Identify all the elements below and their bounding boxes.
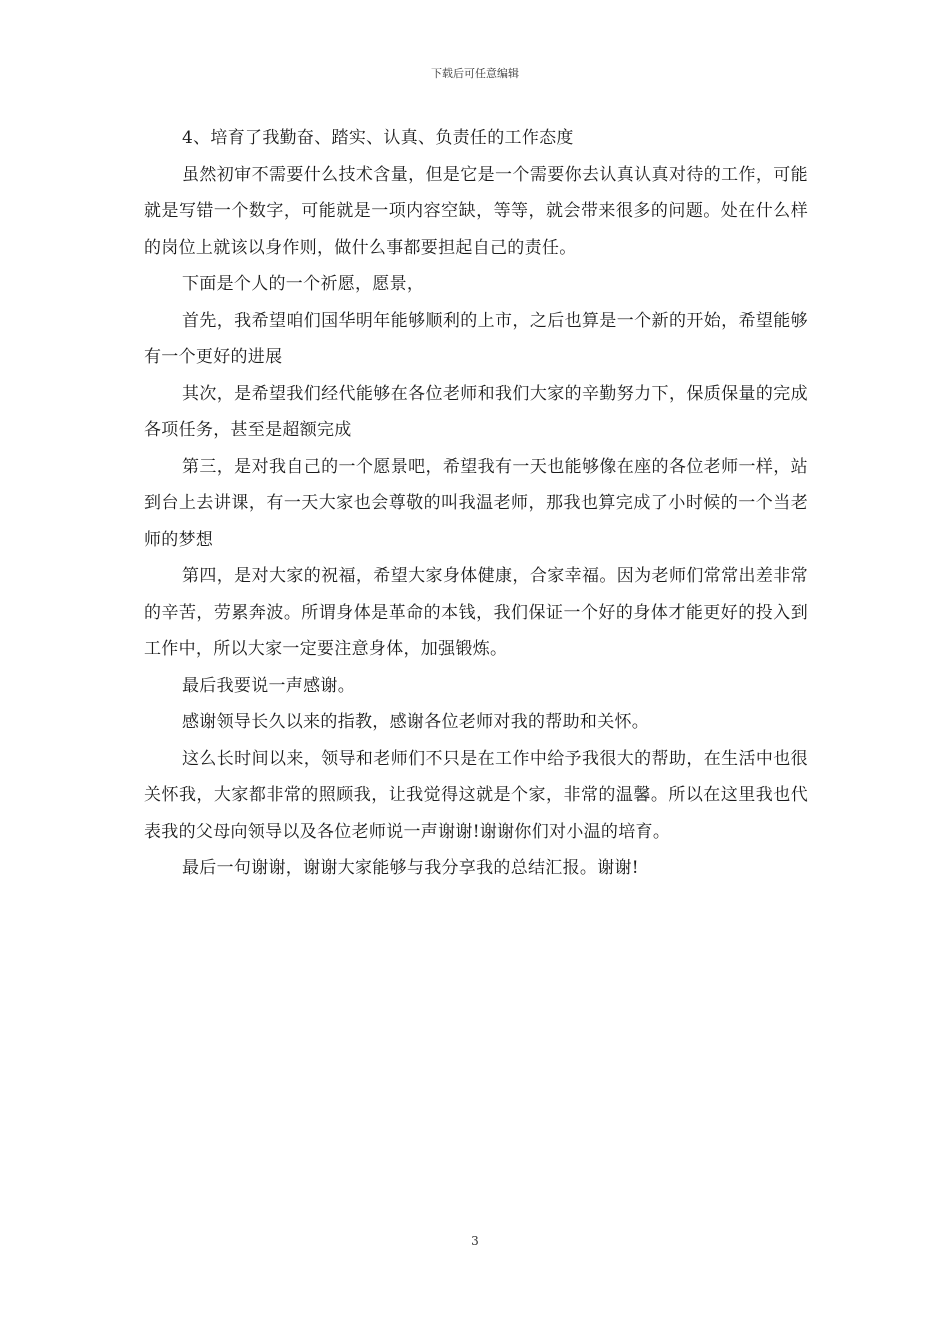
- paragraph-wish-first: 首先，我希望咱们国华明年能够顺利的上市，之后也算是一个新的开始，希望能够有一个更好的进展: [144, 310, 808, 367]
- page-header: 下载后可任意编辑: [431, 67, 519, 80]
- paragraph-wish-third: 第三，是对我自己的一个愿景吧，希望我有一天也能够像在座的各位老师一样，站到台上去讲课，有一天大家也会尊敬的叫我温老师，那我也算完成了小时候的一个当老师的梦想: [144, 456, 808, 550]
- paragraph-thanks-leaders: 感谢领导长久以来的指教，感谢各位老师对我的帮助和关怀。: [182, 712, 650, 732]
- paragraph-thanks-care: 这么长时间以来，领导和老师们不只是在工作中给予我很大的帮助，在生活中也很关怀我，大家都非常的照顾我，让我觉得这就是个家，非常的温馨。所以在这里我也代表我的父母向领导以及各位老师说一声谢谢!谢谢你们对小温的培育。: [144, 748, 808, 842]
- paragraph-closing: 最后一句谢谢，谢谢大家能够与我分享我的总结汇报。谢谢!: [182, 858, 639, 878]
- document-body: [144, 120, 808, 887]
- paragraph-review-work: 虽然初审不需要什么技术含量，但是它是一个需要你去认真认真对待的工作，可能就是写错一个数字，可能就是一项内容空缺，等等，就会带来很多的问题。处在什么样的岗位上就该以身作则，做什么事都要担起自己的责任。: [144, 164, 808, 258]
- paragraph-work-attitude: 4、培育了我勤奋、踏实、认真、负责任的工作态度: [182, 128, 574, 148]
- paragraph-wish-second: 其次，是希望我们经代能够在各位老师和我们大家的辛勤努力下，保质保量的完成各项任务，甚至是超额完成: [144, 383, 808, 440]
- paragraph-wishes-intro: 下面是个人的一个祈愿，愿景，: [182, 274, 425, 294]
- page-number: 3: [471, 1234, 479, 1248]
- paragraph-thanks-intro: 最后我要说一声感谢。: [182, 675, 355, 696]
- paragraph-wish-fourth: 第四，是对大家的祝福，希望大家身体健康，合家幸福。因为老师们常常出差非常的辛苦，劳累奔波。所谓身体是革命的本钱，我们保证一个好的身体才能更好的投入到工作中，所以大家一定要注意身体，加强锻炼。: [144, 566, 808, 659]
